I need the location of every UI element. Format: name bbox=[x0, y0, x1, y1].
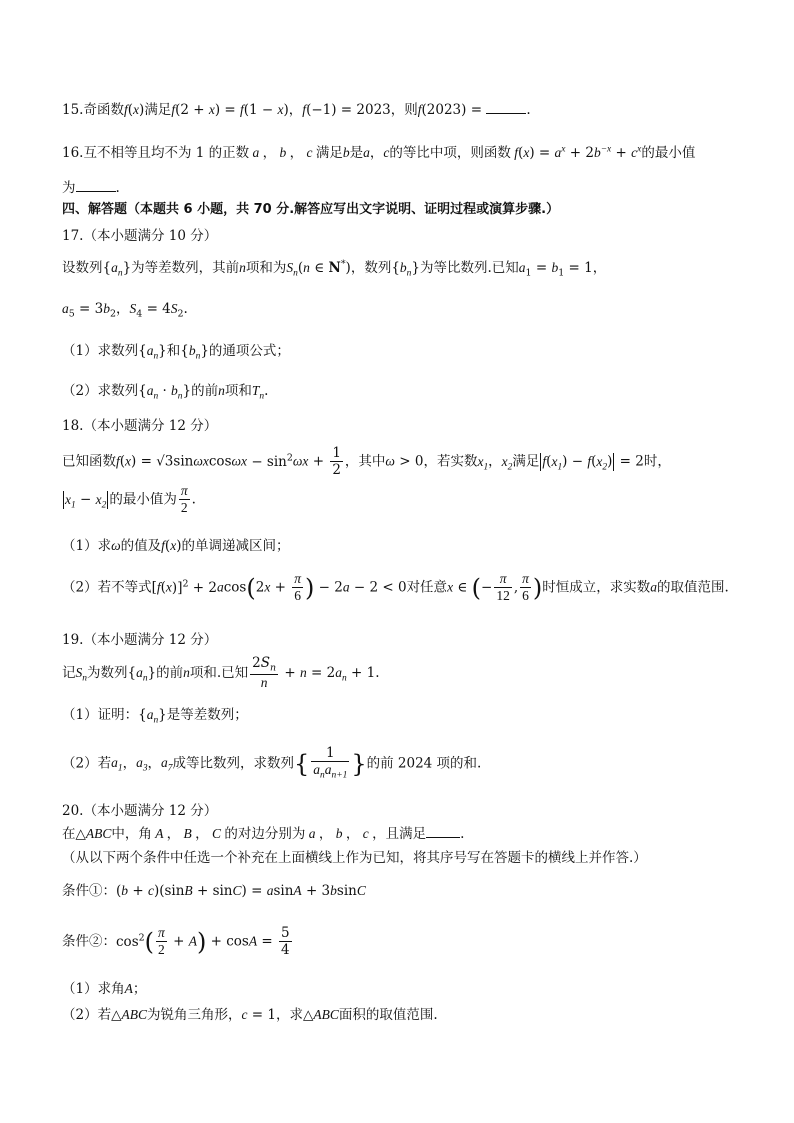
question-16-cont: 为 . bbox=[62, 180, 120, 196]
question-17-part1: （1）求数列$\{a_n\}$和$\{b_n\}$的通项公式； bbox=[62, 343, 290, 362]
question-18-header: 18.（本小题满分 12 分） bbox=[62, 418, 218, 434]
question-19-part1: （1）证明：$\{a_n\}$是等差数列； bbox=[62, 707, 248, 726]
question-20-header: 20.（本小题满分 12 分） bbox=[62, 803, 218, 819]
question-18-part2: （2）若不等式$[f(x)]^2 + 2acos(2x$ + $\frac{\pi}{6}$ ) − 2a − 2 < 0对任意x ∈ (− $\frac{\pi}{12}$ , $\frac{\pi}{6}$ )时恒成立，求实数a的取值范围. bbox=[62, 571, 729, 603]
question-17-line2: $a_5 = 3b_2$，$S_4 = 4S_2$. bbox=[62, 301, 188, 320]
answer-blank bbox=[486, 101, 526, 114]
question-20-part2: （2）若△ABC为锐角三角形，c = 1，求△ABC面积的取值范围. bbox=[62, 1007, 438, 1023]
section-title: 四、解答题（本题共 6 小题，共 70 分.解答应写出文字说明、证明过程或演算步骤.） bbox=[62, 202, 560, 217]
question-19-line1: 记$S_n$为数列$\{a_n\}$的前n项和.已知 $\frac{2S_n}{n}$ + $n = 2a_n + 1$. bbox=[62, 655, 380, 691]
question-20-part1: （1）求角A； bbox=[62, 981, 147, 997]
question-17-line1: 设数列$\{a_n\}$为等差数列，其前n项和为$S_n(n$ ∈ N*)，数列$\{b_n\}$为等比数列.已知$a_1 = b_1 = 1$， bbox=[62, 258, 607, 279]
question-16: 16.互不相等且均不为 1 的正数 a ， b ， c 满足b是a，c的等比中项，则函数 $f(x) = a^x + 2b^{-x} + c^x$的最小值 bbox=[62, 144, 696, 161]
answer-blank bbox=[76, 179, 116, 192]
question-20-condition-2: 条件②：$\cos^2$( $\frac{\pi}{2}$ + A) + cosA = $\frac{5}{4}$ bbox=[62, 925, 290, 958]
question-18-line1: 已知函数$f(x) = √3\sin\omega xcos\omega x - \sin^2\omega x$ + $\frac{1}{2}$ ，其中ω > 0，若实数$x_1$，$x_2$满足 $f(x_1) - f(x_2) = 2$时， bbox=[62, 445, 671, 478]
answer-blank bbox=[426, 825, 460, 838]
question-17-part2: （2）求数列$\{a_n \cdot b_n\}$的前n项和$T_n$. bbox=[62, 383, 269, 402]
question-20-condition-1: 条件①：(b + c)(sinB + sinC) = asinA + 3bsinC bbox=[62, 883, 366, 899]
question-17-header: 17.（本小题满分 10 分） bbox=[62, 228, 218, 244]
question-20-note: （从以下两个条件中任选一个补充在上面横线上作为已知，将其序号写在答题卡的横线上并作答.） bbox=[62, 850, 647, 866]
question-18-line2: $x_1 - x_2$ 的最小值为 $\frac{\pi}{2}$ . bbox=[65, 483, 196, 515]
question-18-part1: （1）求ω的值及f(x)的单调递减区间； bbox=[62, 538, 290, 554]
question-19-part2: （2）若$a_1$，$a_3$，$a_7$成等比数列，求数列{ $\frac{1}{a_na_{n+1}}$ }的前 2024 项的和. bbox=[62, 745, 482, 781]
question-20-line1: 在△ABC中，角 A ， B ， C 的对边分别为 a ， b ， c ，且满足 . bbox=[62, 826, 465, 842]
question-19-header: 19.（本小题满分 12 分） bbox=[62, 632, 218, 648]
question-15: 15.奇函数f(x)满足f(2 + x) = f(1 − x)，f(−1) = 2023，则f(2023) = . bbox=[62, 102, 531, 118]
